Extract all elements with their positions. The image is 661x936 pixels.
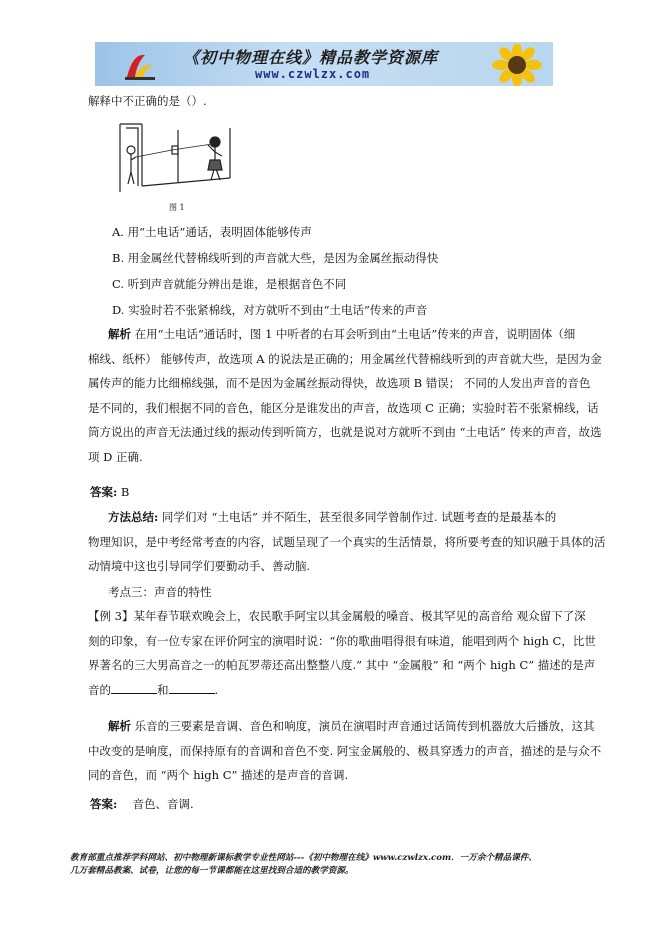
analysis-1-line: 筒方说出的声音无法通过线的振动传到听筒方，也就是说对方就听不到由 “土电话” 传来的声音，故选 bbox=[88, 425, 602, 439]
example-3 bbox=[88, 604, 596, 702]
answer-3 bbox=[90, 796, 194, 812]
example-3-end: . bbox=[214, 682, 219, 697]
footer-line: 教育部重点推荐学科网站、初中物理新课标教学专业性网站---《初中物理在线》www.czwlzx.com．一万余个精品课件、 bbox=[70, 853, 537, 863]
answer-1 bbox=[90, 484, 129, 500]
analysis-1 bbox=[88, 322, 602, 469]
site-logo-icon bbox=[123, 49, 157, 81]
analysis-1-line: 项 D 正确. bbox=[88, 449, 143, 464]
analysis-3-line: 乐音的三要素是音调、音色和响度，演员在演唱时声音通过话筒传到机器放大后播放，这其 bbox=[134, 719, 595, 733]
footer-line: 几万套精品教案、试卷，让您的每一节课都能在这里找到合适的教学资源。 bbox=[70, 866, 354, 876]
sunflower-icon bbox=[487, 44, 547, 86]
analysis-3-line: 同的音色，而 “两个 high C” 描述的是声音的音调. bbox=[88, 768, 349, 782]
method-line: 同学们对 “土电话” 并不陌生，甚至很多同学曾制作过. 试题考查的是最基本的 bbox=[161, 510, 557, 524]
example-3-line: 界著名的三大男高音之一的帕瓦罗蒂还高出整整八度.” 其中 “金属般” 和 “两个 high C” 描述的是声 bbox=[88, 658, 596, 672]
example-3-and: 和 bbox=[157, 682, 169, 697]
banner-url[interactable]: www.czwlzx.com bbox=[255, 67, 371, 81]
answer-3-value: 音色、音调. bbox=[132, 797, 194, 811]
example-3-line: 刻的印象，有一位专家在评价阿宝的演唱时说：“你的歌曲唱得很有味道，能唱到两个 high C，比世 bbox=[88, 633, 596, 648]
page-footer bbox=[70, 852, 610, 878]
option-c: C. 听到声音就能分辨出是谁，是根据音色不同 bbox=[112, 277, 347, 291]
answer-3-label: 答案: bbox=[90, 797, 118, 811]
analysis-3-label: 解析 bbox=[108, 719, 131, 733]
method-line: 物理知识，是中考经常考查的内容，试题呈现了一个真实的生活情景，将所要考查的知识融于具体的活 bbox=[88, 534, 606, 549]
analysis-3 bbox=[88, 714, 602, 788]
option-d: D. 实验时若不张紧棉线，对方就听不到由“土电话”传来的声音 bbox=[112, 303, 428, 317]
method-line: 动情境中这也引导同学们要勤动手、善动脑. bbox=[88, 559, 311, 573]
method-summary bbox=[88, 505, 606, 579]
option-a: A. 用“土电话”通话，表明固体能够传声 bbox=[112, 225, 312, 239]
answer-blank-2[interactable] bbox=[169, 683, 215, 694]
section-3-heading: 考点三：声音的特性 bbox=[108, 585, 212, 599]
answer-1-value: B bbox=[120, 485, 130, 499]
method-label: 方法总结: bbox=[108, 510, 159, 524]
option-b: B. 用金属丝代替棉线听到的声音就大些，是因为金属丝振动得快 bbox=[112, 251, 439, 265]
answer-blank-1[interactable] bbox=[111, 683, 157, 694]
figure-caption: 图 1 bbox=[169, 203, 185, 212]
header-banner bbox=[95, 42, 553, 86]
analysis-1-line: 棉线、纸杯） 能够传声，故选项 A 的说法是正确的；用金属丝代替棉线听到的声音就大些，是因为金 bbox=[88, 351, 602, 366]
analysis-3-line: 中改变的是响度，而保持原有的音调和音色不变. 阿宝金属般的、极具穿透力的声音，描述的是与众不 bbox=[88, 743, 602, 758]
analysis-1-line: 在用“土电话”通话时，图 1 中听者的右耳会听到由“土电话”传来的声音，说明固体（细 bbox=[134, 327, 576, 341]
banner-title: 《初中物理在线》精品教学资源库 bbox=[183, 48, 439, 67]
analysis-1-line: 是不同的，我们根据不同的音色，能区分是谁发出的声音，故选项 C 正确；实验时若不张紧棉线，话 bbox=[88, 400, 599, 415]
example-3-tail: 音的 bbox=[88, 682, 111, 697]
example-3-line: 【例 3】某年春节联欢晚会上，农民歌手阿宝以其金属般的嗓音、极其罕见的高音给 观众留下了深 bbox=[88, 609, 586, 623]
answer-1-label: 答案: bbox=[90, 485, 118, 499]
question-intro: 解释中不正确的是（）. bbox=[88, 94, 207, 108]
analysis-1-label: 解析 bbox=[108, 327, 131, 341]
analysis-1-line: 属传声的能力比细棉线强，而不是因为金属丝振动得快，故选项 B 错误； 不同的人发出声音的音色 bbox=[88, 376, 591, 390]
